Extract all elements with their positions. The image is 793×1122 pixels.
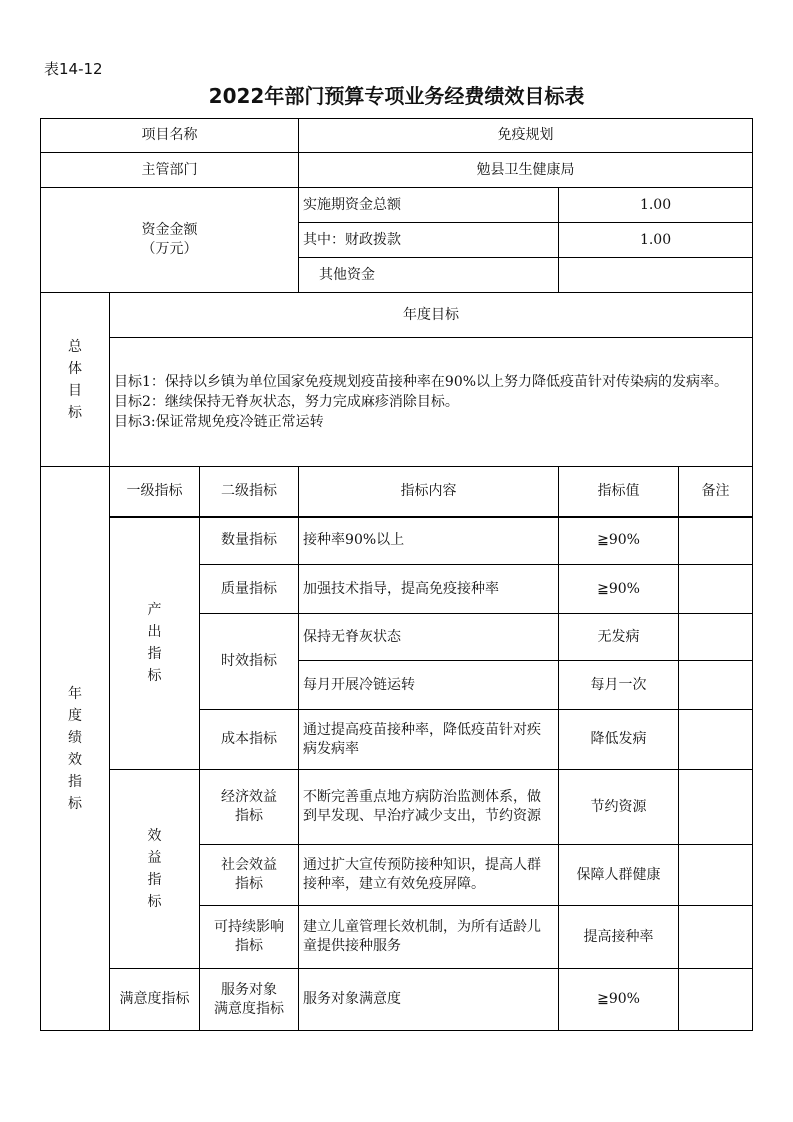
indicator-header-row (41, 467, 753, 517)
sustainable-value: 提高接种率 (559, 906, 679, 969)
benefit-label-char: 标 (147, 894, 162, 910)
sustainable-content: 建立儿童管理长效机制，为所有适龄儿童提供接种服务 (299, 906, 559, 969)
overall-goal-header-row (41, 293, 753, 338)
indicator-label-char: 效 (68, 751, 82, 768)
indicator-label-char: 标 (68, 795, 82, 812)
timeliness-value: 每月一次 (559, 661, 679, 710)
sustainable-indicator-label (200, 906, 299, 969)
benefit-label-char: 益 (147, 850, 162, 866)
economic-content: 不断完善重点地方病防治监测体系，做到早发现、早治疗减少支出，节约资源 (299, 770, 559, 845)
quantity-indicator-label: 数量指标 (200, 517, 299, 565)
header-value: 指标值 (559, 467, 679, 517)
table-row (41, 517, 753, 565)
economic-label-line: 指标 (235, 808, 264, 824)
quantity-content: 接种率90%以上 (299, 517, 559, 565)
output-label-char: 出 (147, 624, 162, 641)
annual-indicator-label (41, 467, 110, 1031)
overall-goal-text-row (41, 338, 753, 467)
economic-label-line: 经济效益 (221, 789, 278, 805)
indicator-label-char: 指 (68, 773, 82, 790)
header-level1: 一级指标 (110, 467, 200, 517)
timeliness-indicator-label: 时效指标 (200, 614, 299, 710)
satisfaction-value: ≧90% (559, 969, 679, 1031)
benefit-indicator-label (110, 770, 200, 969)
quantity-value: ≧90% (559, 517, 679, 565)
social-value: 保障人群健康 (559, 845, 679, 906)
performance-target-table (40, 118, 753, 1031)
satisfaction-sub-line: 满意度指标 (214, 1000, 285, 1017)
funds-label-line2: （万元） (141, 241, 198, 257)
quantity-note (679, 517, 753, 565)
header-level2: 二级指标 (200, 467, 299, 517)
goal-item: 目标1：保持以乡镇为单位国家免疫规划疫苗接种率在90%以上努力降低疫苗针对传染病的发病率。 (114, 374, 729, 390)
sustainable-label-line: 指标 (235, 938, 264, 954)
funds-total-label: 实施期资金总额 (299, 188, 559, 223)
goal-item: 目标2：继续保持无脊灰状态，努力完成麻疹消除目标。 (114, 394, 459, 410)
funds-fiscal-value: 1.00 (559, 223, 753, 258)
overall-goal-label (41, 293, 110, 467)
annual-goal-text (110, 338, 753, 467)
sustainable-note (679, 906, 753, 969)
overall-label-char: 标 (68, 404, 82, 421)
satisfaction-note (679, 969, 753, 1031)
cost-value: 降低发病 (559, 710, 679, 770)
table-row (41, 770, 753, 845)
indicator-label-char: 度 (68, 707, 82, 724)
timeliness-note (679, 661, 753, 710)
economic-note (679, 770, 753, 845)
quality-value: ≧90% (559, 565, 679, 614)
output-label-char: 产 (147, 602, 162, 619)
quality-note (679, 565, 753, 614)
economic-indicator-label (200, 770, 299, 845)
timeliness-note (679, 614, 753, 661)
sustainable-label-line: 可持续影响 (214, 919, 285, 935)
indicator-label-char: 年 (68, 685, 82, 702)
table-row (41, 969, 753, 1031)
benefit-label-char: 指 (147, 872, 162, 888)
satisfaction-indicator-label: 满意度指标 (110, 969, 200, 1031)
header-note: 备注 (679, 467, 753, 517)
funds-total-value: 1.00 (559, 188, 753, 223)
table-number: 表14-12 (44, 60, 103, 78)
funds-fiscal-label: 其中：财政拨款 (299, 223, 559, 258)
social-indicator-label (200, 845, 299, 906)
department-label: 主管部门 (41, 153, 299, 188)
quality-indicator-label: 质量指标 (200, 565, 299, 614)
quality-content: 加强技术指导，提高免疫接种率 (299, 565, 559, 614)
annual-goal-header: 年度目标 (110, 293, 753, 338)
output-label-char: 指 (147, 646, 162, 663)
cost-note (679, 710, 753, 770)
project-value: 免疫规划 (299, 119, 753, 153)
satisfaction-sub-line: 服务对象 (221, 981, 278, 998)
cost-content: 通过提高疫苗接种率，降低疫苗针对疾病发病率 (299, 710, 559, 770)
satisfaction-sub-label (200, 969, 299, 1031)
social-label-line: 社会效益 (221, 857, 278, 873)
output-label-char: 标 (147, 668, 162, 685)
page-title: 2022年部门预算专项业务经费绩效目标表 (208, 84, 585, 108)
timeliness-value: 无发病 (559, 614, 679, 661)
header-content: 指标内容 (299, 467, 559, 517)
timeliness-content: 保持无脊灰状态 (299, 614, 559, 661)
funds-label-line1: 资金金额 (141, 222, 198, 238)
satisfaction-content: 服务对象满意度 (299, 969, 559, 1031)
funds-row-total (41, 188, 753, 223)
department-value: 勉县卫生健康局 (299, 153, 753, 188)
economic-value: 节约资源 (559, 770, 679, 845)
cost-indicator-label: 成本指标 (200, 710, 299, 770)
social-content: 通过扩大宣传预防接种知识，提高人群接种率，建立有效免疫屏障。 (299, 845, 559, 906)
overall-label-char: 体 (68, 360, 82, 377)
benefit-label-char: 效 (147, 828, 162, 844)
funds-label (41, 188, 299, 293)
output-indicator-label (110, 517, 200, 770)
project-label: 项目名称 (41, 119, 299, 153)
funds-other-label: 其他资金 (299, 258, 559, 293)
overall-label-char: 总 (68, 338, 82, 355)
overall-label-char: 目 (68, 382, 82, 399)
funds-other-value (559, 258, 753, 293)
project-row (41, 119, 753, 153)
indicator-label-char: 绩 (68, 729, 82, 746)
timeliness-content: 每月开展冷链运转 (299, 661, 559, 710)
goal-item: 目标3:保证常规免疫冷链正常运转 (114, 414, 324, 430)
department-row (41, 153, 753, 188)
social-label-line: 指标 (235, 876, 264, 892)
social-note (679, 845, 753, 906)
